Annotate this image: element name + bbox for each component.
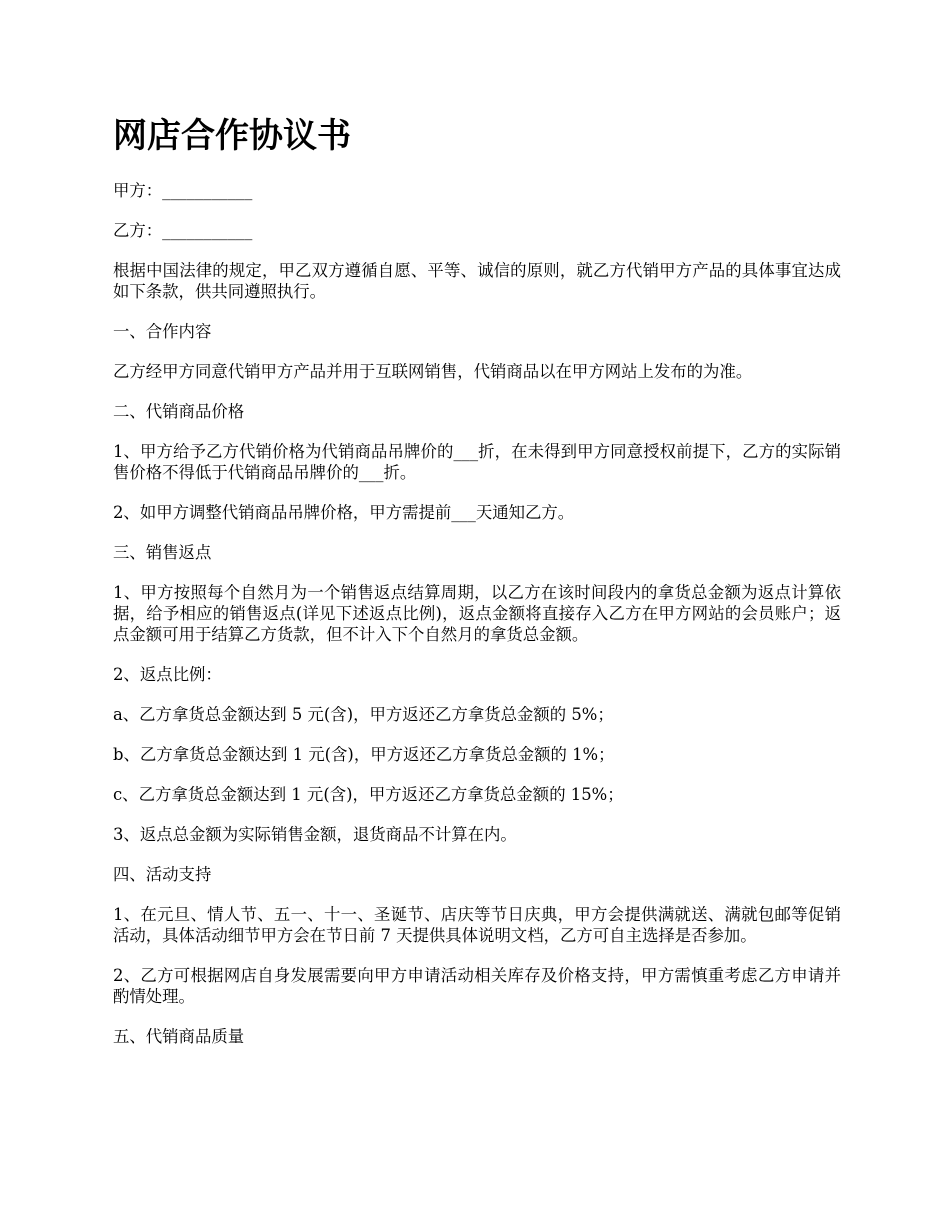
intro-paragraph: 根据中国法律的规定，甲乙双方遵循自愿、平等、诚信的原则，就乙方代销甲方产品的具体事宜达成如下条款，供共同遵照执行。 [113, 261, 841, 301]
document-title: 网店合作协议书 [113, 116, 351, 156]
list-item: a、乙方拿货总金额达到 5 元(含)，甲方返还乙方拿货总金额的 5%； [113, 705, 614, 724]
section-heading-quality: 五、代销商品质量 [113, 1027, 245, 1046]
paragraph: 2、如甲方调整代销商品吊牌价格，甲方需提前___天通知乙方。 [113, 503, 575, 522]
paragraph: 3、返点总金额为实际销售金额，退货商品不计算在内。 [113, 825, 517, 844]
paragraph: 2、返点比例： [113, 665, 222, 684]
document-page [113, 110, 841, 1066]
party-a-line: 甲方：___________ [113, 181, 253, 200]
list-item: c、乙方拿货总金额达到 1 元(含)，甲方返还乙方拿货总金额的 15%； [113, 785, 624, 804]
party-b-line: 乙方：___________ [113, 221, 253, 240]
section-heading-price: 二、代销商品价格 [113, 402, 245, 421]
paragraph: 乙方经甲方同意代销甲方产品并用于互联网销售，代销商品以在甲方网站上发布的为准。 [113, 362, 753, 381]
paragraph: 1、甲方给予乙方代销价格为代销商品吊牌价的___折，在未得到甲方同意授权前提下，乙方的实际销售价格不得低于代销商品吊牌价的___折。 [113, 442, 841, 482]
list-item: b、乙方拿货总金额达到 1 元(含)，甲方返还乙方拿货总金额的 1%； [113, 745, 615, 764]
paragraph: 1、在元旦、情人节、五一、十一、圣诞节、店庆等节日庆典，甲方会提供满就送、满就包邮等促销活动，具体活动细节甲方会在节日前 7 天提供具体说明文档，乙方可自主选择是否参加。 [113, 905, 841, 945]
section-heading-rebate: 三、销售返点 [113, 543, 212, 562]
section-heading-activity: 四、活动支持 [113, 865, 212, 884]
section-heading-cooperation: 一、合作内容 [113, 322, 212, 341]
paragraph: 2、乙方可根据网店自身发展需要向甲方申请活动相关库存及价格支持，甲方需慎重考虑乙方申请并酌情处理。 [113, 966, 841, 1006]
paragraph: 1、甲方按照每个自然月为一个销售返点结算周期，以乙方在该时间段内的拿货总金额为返点计算依据，给予相应的销售返点(详见下述返点比例)，返点金额将直接存入乙方在甲方网站的会员账户；返点金额可用于结算乙方货款，但不计入下个自然月的拿货总金额。 [113, 583, 841, 644]
